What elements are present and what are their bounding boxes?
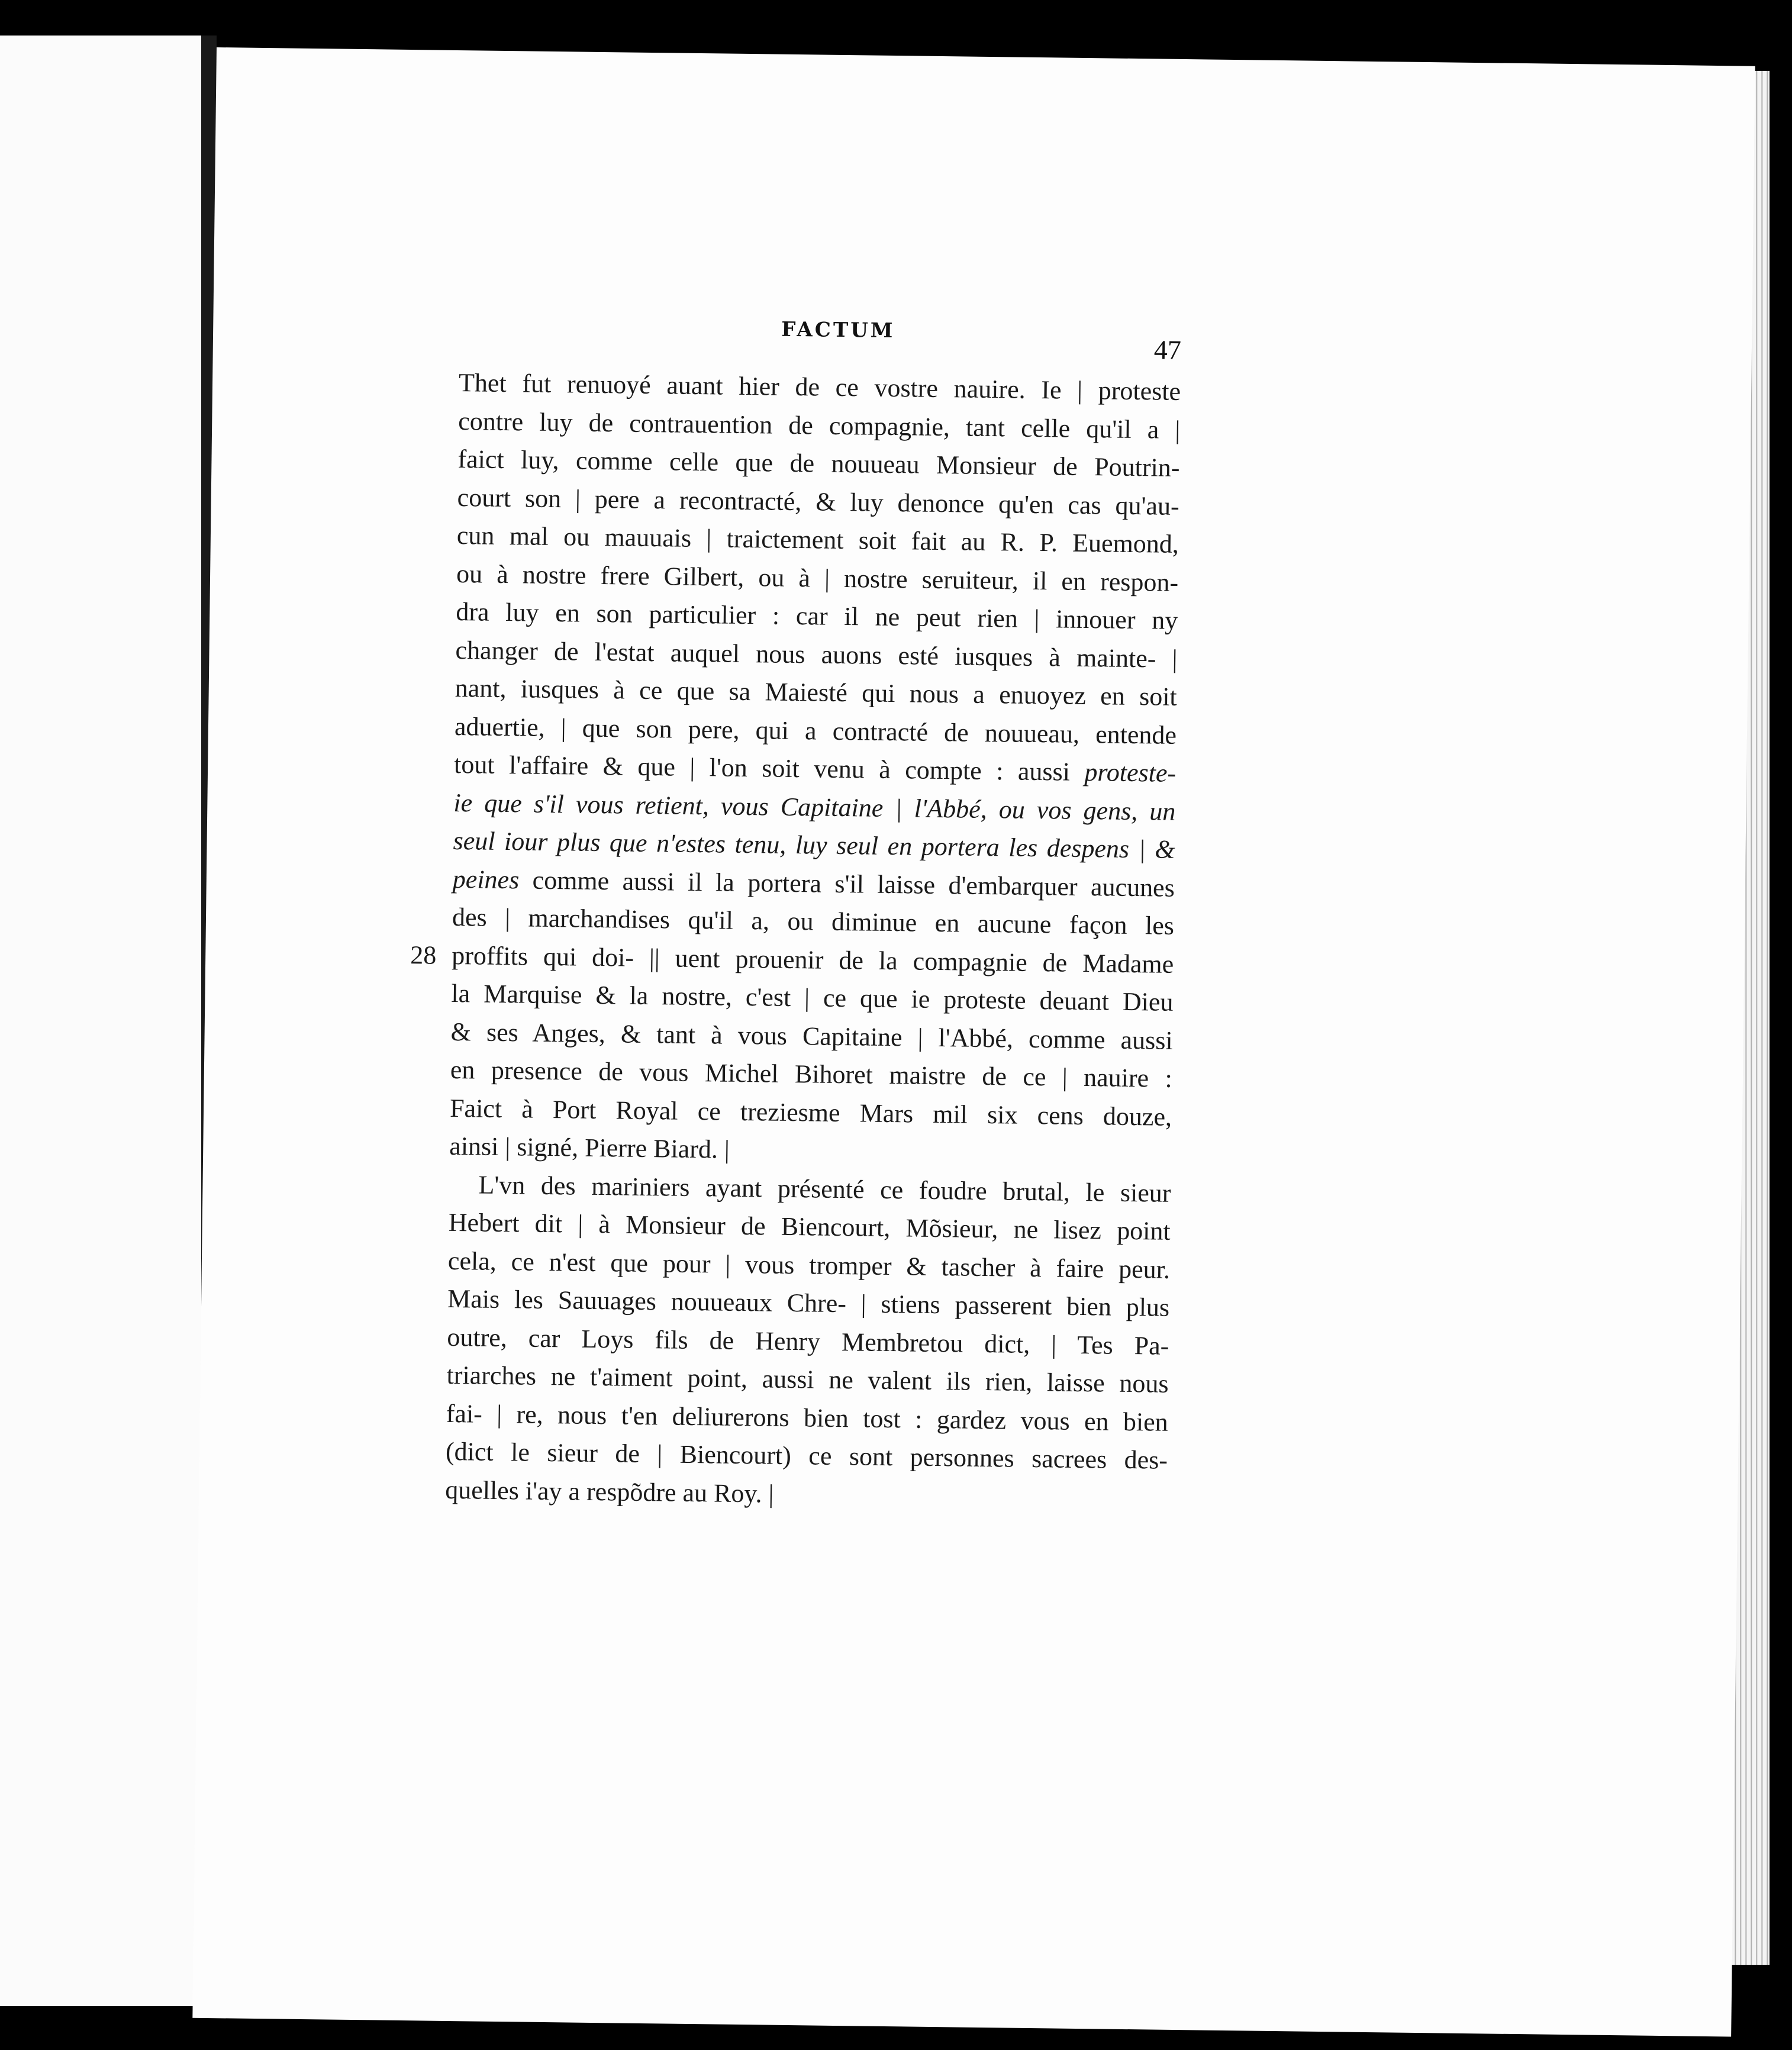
text-line: changer de l'estat auquel nous auons esté iusques à mainte- |: [455, 635, 1178, 673]
text-line: fai- | re, nous t'en deliurerons bien tost : gardez vous en bien: [446, 1398, 1169, 1437]
italic-run: proteste-: [1084, 758, 1177, 788]
text-line: L'vn des mariniers ayant présenté ce foudre brutal, le sieur: [478, 1170, 1171, 1208]
text-line: contre luy de contrauention de compagnie, tant celle qu'il a |: [458, 406, 1181, 444]
text-line: cun mal ou mauuais | traictement soit fait au R. P. Euemond,: [456, 521, 1179, 559]
text-run: comme aussi il la portera s'il laisse d'embarquer aucunes: [518, 865, 1175, 902]
text-run: proffits qui doi- || uent prouenir de la compagnie de Madame: [451, 940, 1174, 979]
text-line: en presence de vous Michel Bihoret maistre de ce | nauire :: [450, 1055, 1173, 1093]
right-page: [192, 47, 1755, 2037]
body-text: [410, 364, 1181, 1518]
text-run: tout l'affaire & que | l'on soit venu à compte : aussi: [453, 749, 1085, 787]
text-line: ou à nostre frere Gilbert, ou à | nostre seruiteur, il en respon-: [456, 559, 1179, 597]
text-line: cela, ce n'est que pour | vous tromper & tascher à faire peur.: [447, 1246, 1171, 1284]
text-line: triarches ne t'aiment point, aussi ne valent ils rien, laisse nous: [446, 1360, 1169, 1398]
italic-line: ie que s'il vous retient, vous Capitaine | l'Abbé, ou vos gens, un: [453, 788, 1176, 826]
text-line: Faict à Port Royal ce treziesme Mars mil six cens douze,: [449, 1093, 1172, 1132]
text-line: la Marquise & la nostre, c'est | ce que ie proteste deuant Dieu: [451, 978, 1174, 1017]
text-line: Mais les Sauuages nouueaux Chre- | stiens passerent bien plus: [447, 1284, 1170, 1322]
text-line: Thet fut renuoyé auant hier de ce vostre nauire. Ie | proteste: [458, 368, 1181, 406]
text-line: outre, car Loys fils de Henry Membretou dict, | Tes Pa-: [447, 1322, 1169, 1361]
text-line: des | marchandises qu'il a, ou diminue en aucune façon les: [452, 902, 1175, 940]
italic-line: seul iour plus que n'estes tenu, luy seul en portera les despens | &: [453, 826, 1175, 864]
text-line: (dict le sieur de | Biencourt) ce sont personnes sacrees des-: [445, 1436, 1168, 1475]
page-number: 47: [1153, 334, 1182, 365]
text-line: & ses Anges, & tant à vous Capitaine | l'Abbé, comme aussi: [450, 1017, 1173, 1055]
running-head: FACTUM: [781, 317, 895, 343]
text-line: Hebert dit | à Monsieur de Biencourt, Mõsieur, ne lisez point: [448, 1207, 1171, 1246]
text-line: aduertie, | que son pere, qui a contracté de nouueau, entende: [454, 711, 1177, 750]
text-line: faict luy, comme celle que de nouueau Monsieur de Poutrin-: [457, 444, 1180, 482]
text-line: quelles i'ay a respõdre au Roy. |: [444, 1475, 774, 1509]
text-line: nant, iusques à ce que sa Maiesté qui nous a enuoyez en soit: [455, 673, 1178, 711]
left-page: [0, 36, 201, 2006]
margin-number: 28: [410, 940, 437, 970]
italic-run: peines: [452, 864, 520, 894]
text-line: court son | pere a recontracté, & luy denonce qu'en cas qu'au-: [457, 482, 1179, 521]
text-line: dra luy en son particulier : car il ne peut rien | innouer ny: [456, 597, 1178, 635]
text-line: ainsi | signé, Pierre Biard. |: [449, 1131, 730, 1164]
